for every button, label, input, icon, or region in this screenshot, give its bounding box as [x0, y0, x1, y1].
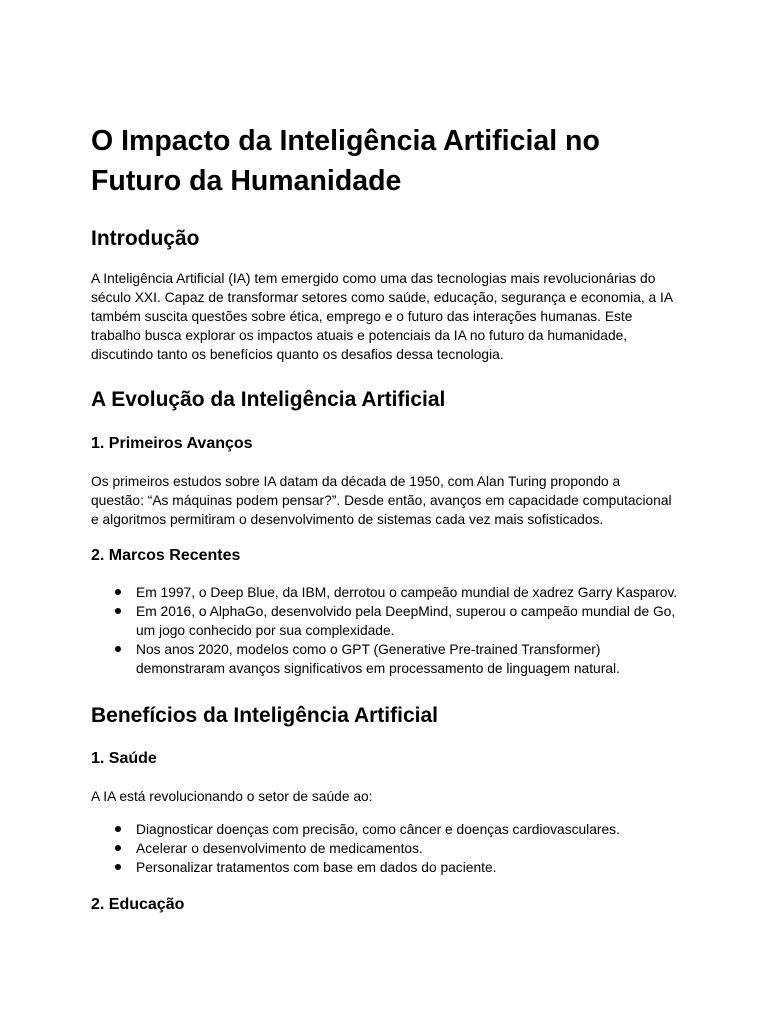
- evolution-heading: A Evolução da Inteligência Artificial: [91, 388, 446, 411]
- bullet-icon: [115, 826, 121, 832]
- health-heading: 1. Saúde: [91, 750, 157, 767]
- paragraph-line: A IA está revolucionando o setor de saúde ao:: [91, 788, 373, 804]
- early-advances-heading: 1. Primeiros Avanços: [91, 435, 253, 452]
- recent-milestones-list: [91, 583, 677, 678]
- document-title: [91, 121, 600, 201]
- list-item-line: demonstraram avanços significativos em processamento de linguagem natural.: [136, 660, 620, 676]
- list-item: [91, 839, 620, 858]
- list-item-line: Em 1997, o Deep Blue, da IBM, derrotou o campeão mundial de xadrez Garry Kasparov.: [136, 584, 678, 600]
- bullet-icon: [115, 608, 121, 614]
- list-item-line: Diagnosticar doenças com precisão, como câncer e doenças cardiovasculares.: [136, 821, 620, 837]
- health-benefits-list: [91, 820, 620, 877]
- paragraph-line: questão: “As máquinas podem pensar?”. Desde então, avanços em capacidade computacional: [91, 492, 672, 508]
- list-item-line: Nos anos 2020, modelos como o GPT (Generative Pre-trained Transformer): [136, 641, 601, 657]
- list-item: [91, 858, 620, 877]
- list-item-line: Personalizar tratamentos com base em dados do paciente.: [136, 859, 497, 875]
- paragraph-line: século XXI. Capaz de transformar setores como saúde, educação, segurança e economia, a IA: [91, 289, 674, 305]
- bullet-icon: [115, 845, 121, 851]
- health-intro-paragraph: [91, 787, 373, 806]
- list-item: [91, 640, 677, 678]
- list-item-line: Em 2016, o AlphaGo, desenvolvido pela DeepMind, superou o campeão mundial de Go,: [136, 603, 676, 619]
- benefits-heading: Benefícios da Inteligência Artificial: [91, 704, 438, 727]
- bullet-icon: [115, 646, 121, 652]
- introduction-paragraph: [91, 269, 673, 364]
- paragraph-line: discutindo tanto os benefícios quanto os desafios dessa tecnologia.: [91, 346, 504, 362]
- bullet-icon: [115, 864, 121, 870]
- education-heading: 2. Educação: [91, 896, 185, 913]
- paragraph-line: A Inteligência Artificial (IA) tem emergido como uma das tecnologias mais revolucionárias do: [91, 270, 656, 286]
- list-item: [91, 820, 620, 839]
- list-item-line: Acelerar o desenvolvimento de medicamentos.: [136, 840, 423, 856]
- paragraph-line: também suscita questões sobre ética, emprego e o futuro das interações humanas. Este: [91, 308, 633, 324]
- bullet-icon: [115, 589, 121, 595]
- paragraph-line: Os primeiros estudos sobre IA datam da década de 1950, com Alan Turing propondo a: [91, 473, 621, 489]
- paragraph-line: trabalho busca explorar os impactos atuais e potenciais da IA no futuro da humanidade,: [91, 327, 628, 343]
- document-title-line: O Impacto da Inteligência Artificial no: [91, 125, 600, 157]
- early-advances-paragraph: [91, 472, 672, 529]
- introduction-heading: Introdução: [91, 227, 200, 250]
- paragraph-line: e algoritmos permitiram o desenvolvimento de sistemas cada vez mais sofisticados.: [91, 511, 604, 527]
- list-item: [91, 602, 677, 640]
- document-title-line: Futuro da Humanidade: [91, 165, 402, 197]
- list-item: [91, 583, 677, 602]
- recent-milestones-heading: 2. Marcos Recentes: [91, 547, 241, 564]
- list-item-line: um jogo conhecido por sua complexidade.: [136, 622, 395, 638]
